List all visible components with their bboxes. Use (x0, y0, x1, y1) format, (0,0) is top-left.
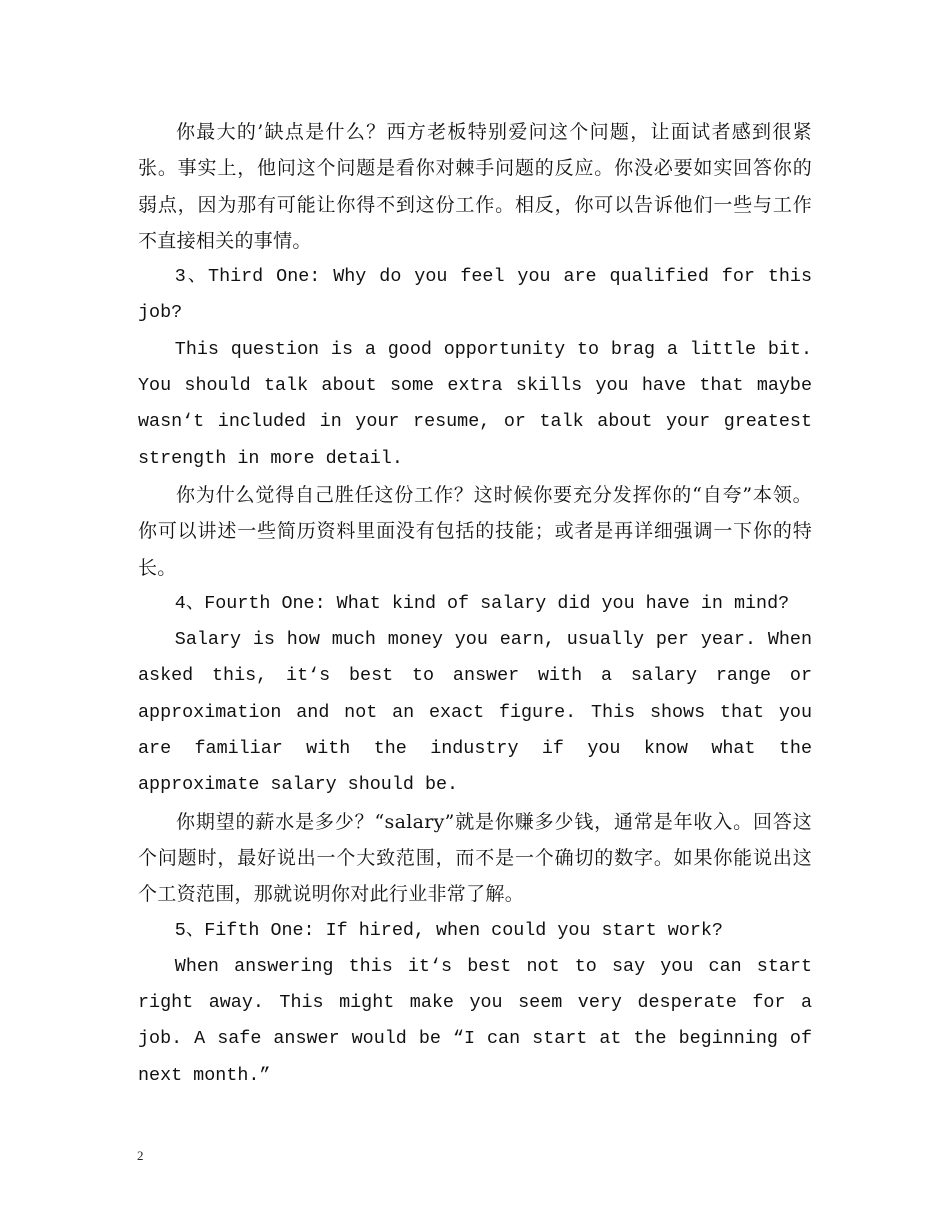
page-number: 2 (137, 1148, 144, 1163)
document-body (138, 114, 812, 1094)
paragraph-salary-zh: 你期望的薪水是多少？“salary”就是你赚多少钱，通常是年收入。回答这个问题时，最好说出一个大致范围，而不是一个确切的数字。如果你能说出这个工资范围，那就说明你对此行业非常了解。 (138, 810, 812, 906)
paragraph-qualified-en: This question is a good opportunity to brag a little bit. You should talk about some extra skills you have that maybe wasn‘t included in your resume, or talk about your greatest strength in more detail. (138, 338, 812, 469)
paragraph-start-work-en: When answering this it‘s best not to say you can start right away. This might make you seem very desperate for a job. A safe answer would be “I can start at the beginning of next month.” (138, 955, 812, 1086)
paragraph-qualified-zh: 你为什么觉得自己胜任这份工作？这时候你要充分发挥你的“自夸”本领。你可以讲述一些简历资料里面没有包括的技能；或者是再详细强调一下你的特长。 (138, 483, 812, 579)
paragraph-salary-en: Salary is how much money you earn, usually per year. When asked this, it‘s best to answer with a salary range or approximation and not an exact figure. This shows that you are familiar with the industry if you know what the approximate salary should be. (138, 629, 812, 796)
question-4-heading: 4、Fourth One: What kind of salary did you have in mind? (174, 592, 790, 614)
question-3-heading: 3、Third One: Why do you feel you are qualified for this job? (138, 266, 812, 324)
paragraph-weakness-zh: 你最大的’缺点是什么？西方老板特别爱问这个问题，让面试者感到很紧张。事实上，他问这个问题是看你对棘手问题的反应。你没必要如实回答你的弱点，因为那有可能让你得不到这份工作。相反，你可以告诉他们一些与工作不直接相关的事情。 (138, 121, 812, 252)
question-5-heading: 5、Fifth One: If hired, when could you start work? (174, 919, 723, 941)
